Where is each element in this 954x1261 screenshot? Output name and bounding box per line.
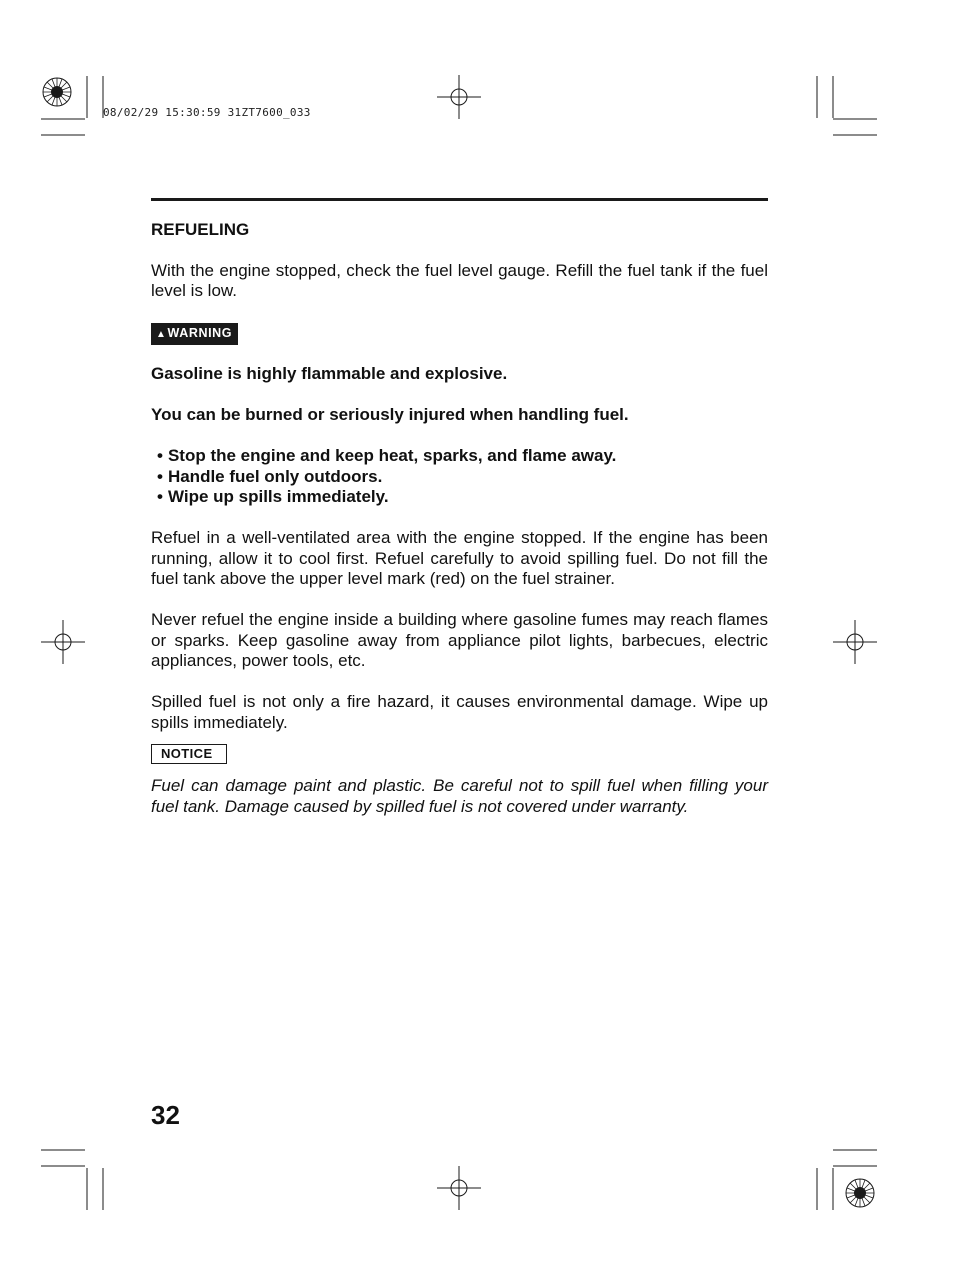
warning-line-1: Gasoline is highly flammable and explosive. [151, 364, 508, 383]
header-rule [151, 198, 768, 201]
intro-paragraph: With the engine stopped, check the fuel level gauge. Refill the fuel tank if the fuel level is low. [151, 260, 768, 300]
body-paragraph: Never refuel the engine inside a building where gasoline fumes may reach flames or sparks. Keep gasoline away from appliance pilot lights, barbecues, electric appliances, power tools, etc. [151, 610, 768, 670]
notice-text: Fuel can damage paint and plastic. Be careful not to spill fuel when filling your fuel tank. Damage caused by spilled fuel is not covered under warranty. [151, 776, 768, 816]
warning-badge [151, 323, 238, 345]
list-item: • Stop the engine and keep heat, sparks, and flame away. [157, 446, 768, 467]
notice-badge: NOTICE [151, 744, 227, 764]
print-stamp: 08/02/29 15:30:59 31ZT7600_033 [103, 106, 311, 119]
warning-badge-label: WARNING [167, 326, 233, 340]
body-paragraph: Spilled fuel is not only a fire hazard, it causes environmental damage. Wipe up spills immediately. [151, 692, 768, 732]
warning-bullet-list [151, 446, 768, 508]
warning-triangle-icon: ▲ [156, 329, 167, 340]
section-title: REFUELING [151, 220, 250, 239]
body-paragraph: Refuel in a well-ventilated area with the engine stopped. If the engine has been running, allow it to cool first. Refuel carefully to avoid spilling fuel. Do not fill the fuel tank above the upper level mark (red) on the fuel strainer. [151, 528, 768, 588]
page-number: 32 [151, 1100, 180, 1130]
list-item: • Handle fuel only outdoors. [157, 467, 768, 488]
list-item: • Wipe up spills immediately. [157, 487, 768, 508]
page-content [151, 220, 768, 838]
warning-line-2: You can be burned or seriously injured when handling fuel. [151, 405, 629, 424]
